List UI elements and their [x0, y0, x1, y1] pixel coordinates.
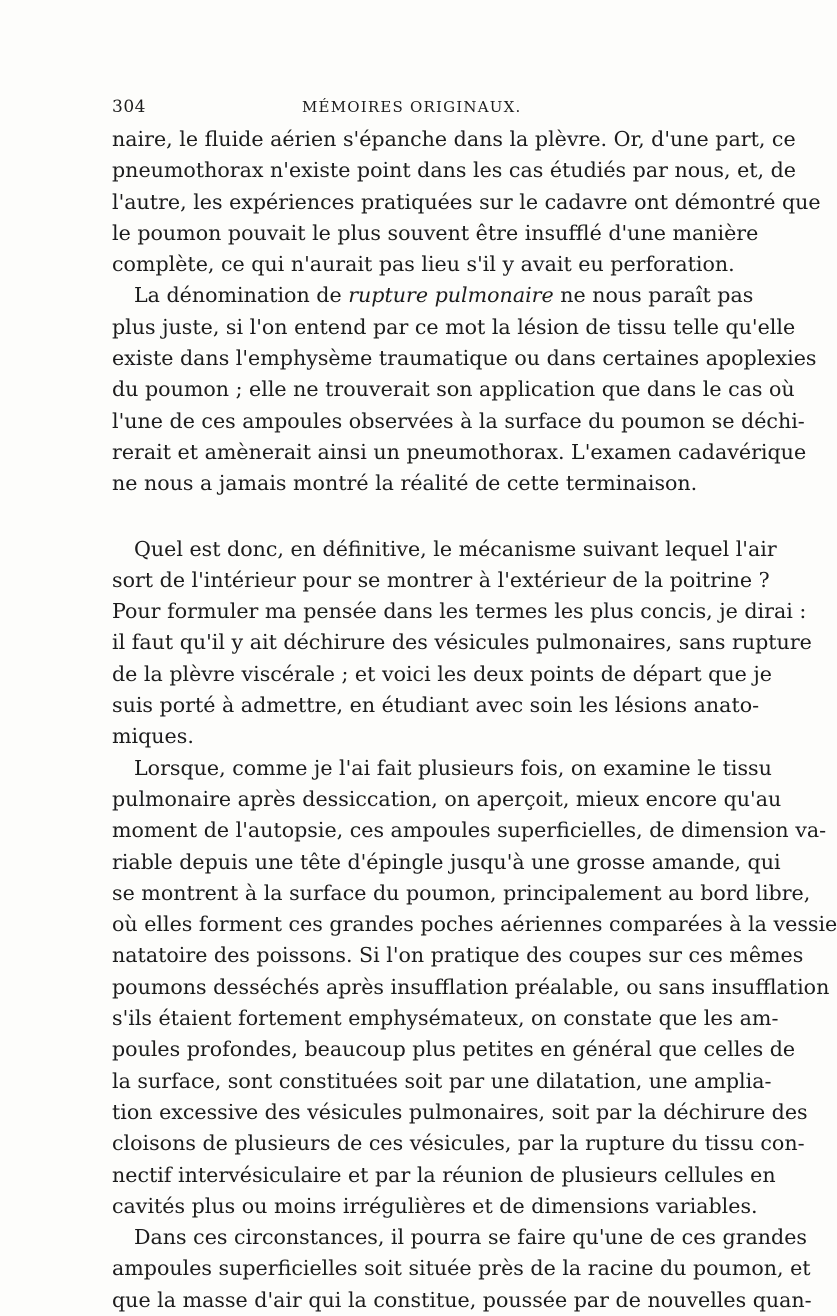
text-line: du poumon ; elle ne trouverait son application que dans le cas où [112, 377, 795, 402]
section-gap [112, 500, 690, 534]
page-header [112, 96, 692, 118]
text-line: de la plèvre viscérale ; et voici les deux points de départ que je [112, 661, 772, 686]
text-line: se montrent à la surface du poumon, principalement au bord libre, [112, 880, 811, 905]
text-run: ne nous paraît pas [553, 283, 754, 308]
text-line: que la masse d'air qui la constitue, poussée par de nouvelles quan- [112, 1287, 812, 1312]
text-line: le poumon pouvait le plus souvent être insufflé d'une manière [112, 220, 759, 245]
text-line: l'une de ces ampoules observées à la surface du poumon se déchi- [112, 408, 805, 433]
text-line: miques. [112, 724, 194, 749]
text-line: existe dans l'emphysème traumatique ou dans certaines apoplexies [112, 346, 817, 371]
paragraph-3 [112, 534, 812, 753]
text-line: la surface, sont constituées soit par une dilatation, une amplia- [112, 1068, 772, 1093]
text-line: sort de l'intérieur pour se montrer à l'extérieur de la poitrine ? [112, 567, 770, 592]
text-line: suis porté à admettre, en étudiant avec soin les lésions anato- [112, 693, 760, 718]
text-line: ne nous a jamais montré la réalité de cette terminaison. [112, 471, 698, 496]
text-line: il faut qu'il y ait déchirure des vésicules pulmonaires, sans rupture [112, 630, 812, 655]
text-line: Pour formuler ma pensée dans les termes les plus concis, je dirai : [112, 599, 807, 624]
text-line: moment de l'autopsie, ces ampoules superficielles, de dimension va- [112, 818, 827, 843]
paragraph-5 [112, 1222, 812, 1316]
text-line: Lorsque, comme je l'ai fait plusieurs fois, on examine le tissu [134, 755, 772, 780]
text-line: poumons desséchés après insufflation préalable, ou sans insufflation [112, 974, 830, 999]
text-line: complète, ce qui n'aurait pas lieu s'il y avait eu perforation. [112, 252, 735, 277]
text-line: natatoire des poissons. Si l'on pratique des coupes sur ces mêmes [112, 943, 804, 968]
text-line: où elles forment ces grandes poches aériennes comparées à la vessie [112, 912, 837, 937]
text-line: tion excessive des vésicules pulmonaires, soit par la déchirure des [112, 1099, 808, 1124]
text-line: pulmonaire après dessiccation, on aperçoit, mieux encore qu'au [112, 786, 782, 811]
paragraph-4 [112, 753, 837, 1222]
text-line [112, 280, 754, 311]
page-number: 304 [112, 97, 146, 117]
running-head: MÉMOIRES ORIGINAUX. [302, 98, 522, 116]
text-line: plus juste, si l'on entend par ce mot la lésion de tissu telle qu'elle [112, 314, 796, 339]
text-line: pneumothorax n'existe point dans les cas étudiés par nous, et, de [112, 158, 796, 183]
text-line: naire, le fluide aérien s'épanche dans la plèvre. Or, d'une part, ce [112, 127, 796, 151]
text-line: Dans ces circonstances, il pourra se faire qu'une de ces grandes [134, 1225, 807, 1250]
text-line: l'autre, les expériences pratiquées sur le cadavre ont démontré que [112, 189, 821, 214]
text-line: riable depuis une tête d'épingle jusqu'à une grosse amande, qui [112, 849, 781, 874]
text-line: Quel est donc, en définitive, le mécanisme suivant lequel l'air [134, 536, 777, 561]
text-line: cloisons de plusieurs de ces vésicules, par la rupture du tissu con- [112, 1131, 805, 1156]
body-text [112, 124, 837, 1316]
text-line: cavités plus ou moins irrégulières et de dimensions variables. [112, 1193, 758, 1218]
text-line: poules profondes, beaucoup plus petites en général que celles de [112, 1037, 796, 1062]
text-run: La dénomination de [134, 283, 349, 308]
text-line: ampoules superficielles soit située près de la racine du poumon, et [112, 1256, 811, 1281]
text-line: rerait et amènerait ainsi un pneumothorax. L'examen cadavérique [112, 439, 807, 464]
paragraph-1 [112, 124, 821, 280]
italic-term: rupture pulmonaire [348, 283, 554, 308]
paragraph-2 [112, 280, 817, 499]
text-line: nectif intervésiculaire et par la réunion de plusieurs cellules en [112, 1162, 776, 1187]
text-line: s'ils étaient fortement emphysémateux, on constate que les am- [112, 1006, 779, 1031]
